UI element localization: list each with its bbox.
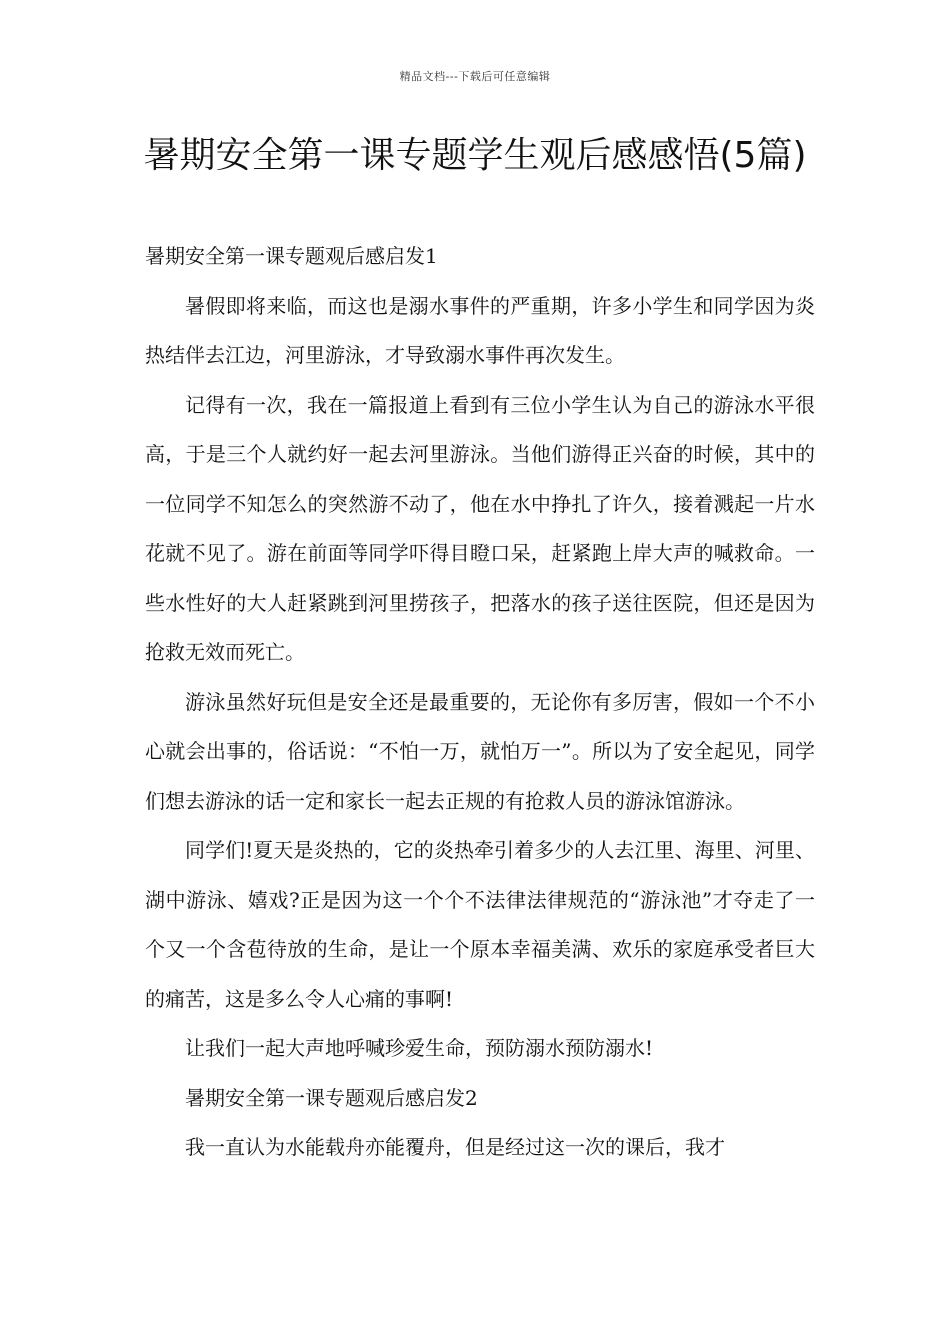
section-heading-2: 暑期安全第一课专题观后感启发2	[185, 1085, 478, 1110]
page-header: 精品文档---下载后可任意编辑	[399, 70, 551, 83]
paragraph: 让我们一起大声地呼喊珍爱生命，预防溺水预防溺水!	[185, 1036, 654, 1060]
paragraph: 游泳虽然好玩但是安全还是最重要的，无论你有多厉害，假如一个不小心就会出事的，俗话说：“不怕一万，就怕万一”。所以为了安全起见，同学们想去游泳的话一定和家长一起去正规的有抢救人员的游泳馆游泳。	[145, 689, 815, 813]
paragraph: 暑假即将来临，而这也是溺水事件的严重期，许多小学生和同学因为炎热结伴去江边，河里游泳，才导致溺水事件再次发生。	[145, 293, 815, 367]
paragraph: 同学们!夏天是炎热的，它的炎热牵引着多少的人去江里、海里、河里、湖中游泳、嬉戏?正是因为这一个个不法律法律规范的“游泳池”才夺走了一个又一个含苞待放的生命，是让一个原本幸福美满、欢乐的家庭承受者巨大的痛苦，这是多么令人心痛的事啊!	[145, 838, 815, 1011]
paragraph: 我一直认为水能载舟亦能覆舟，但是经过这一次的课后，我才	[185, 1135, 725, 1159]
section-heading-1: 暑期安全第一课专题观后感启发1	[145, 244, 438, 268]
document-title: 暑期安全第一课专题学生观后感感悟(5篇)	[143, 135, 807, 176]
paragraph: 记得有一次，我在一篇报道上看到有三位小学生认为自己的游泳水平很高，于是三个人就约好一起去河里游泳。当他们游得正兴奋的时候，其中的一位同学不知怎么的突然游不动了，他在水中挣扎了许久，接着溅起一片水花就不见了。游在前面等同学吓得目瞪口呆，赶紧跑上岸大声的喊救命。一些水性好的大人赶紧跳到河里捞孩子，把落水的孩子送往医院，但还是因为抢救无效而死亡。	[145, 392, 815, 664]
document-body	[145, 232, 815, 1173]
